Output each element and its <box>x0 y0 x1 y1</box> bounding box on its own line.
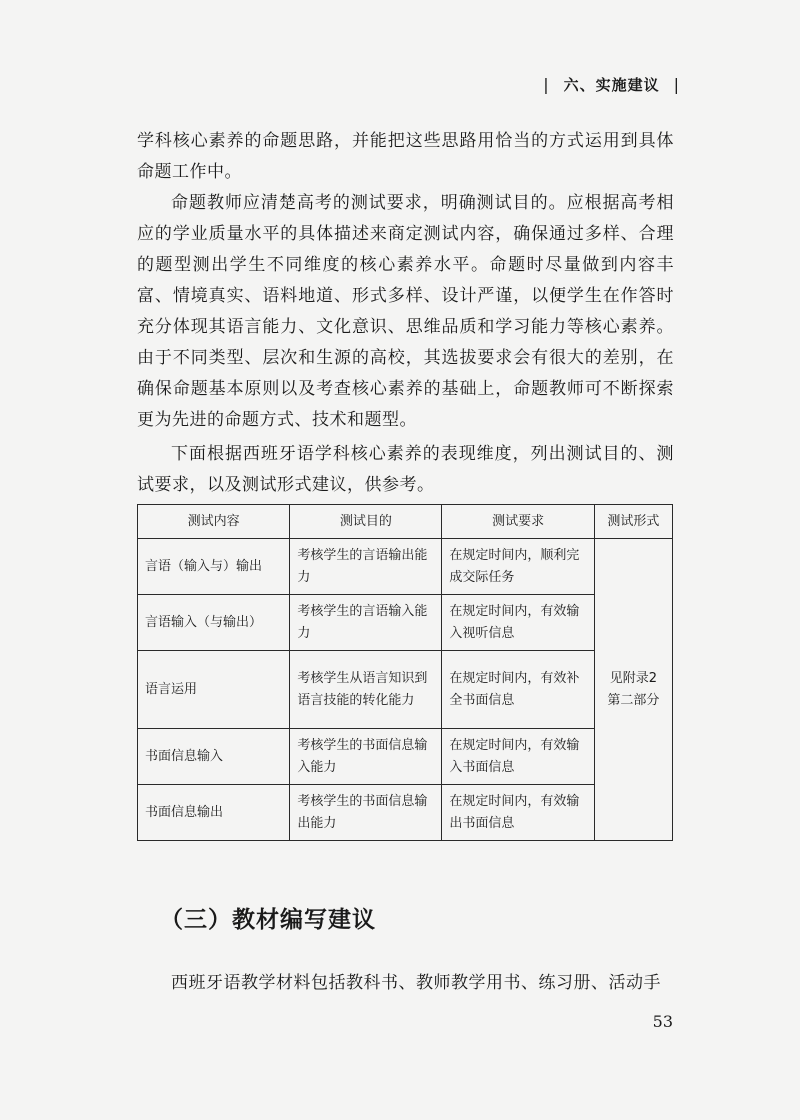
test-form-line: 第二部分 <box>607 692 660 708</box>
running-head-divider: | <box>543 75 550 94</box>
table-row <box>138 595 673 651</box>
section-heading: （三）教材编写建议 <box>160 907 376 933</box>
cell-content: 语言运用 <box>138 651 290 729</box>
cell-purpose: 考核学生的言语输出能力 <box>290 539 442 595</box>
test-requirements-table <box>137 504 673 841</box>
cell-content: 书面信息输入 <box>138 729 290 785</box>
table-row <box>138 651 673 729</box>
cell-requirement: 在规定时间内，有效输入视听信息 <box>442 595 594 651</box>
running-head-title: 六、实施建议 <box>563 76 660 94</box>
running-head-divider: | <box>673 75 680 94</box>
table-row <box>138 729 673 785</box>
table-header-row <box>138 505 673 539</box>
table-row <box>138 539 673 595</box>
column-header: 测试内容 <box>138 505 290 539</box>
cell-content: 书面信息输出 <box>138 785 290 841</box>
column-header: 测试形式 <box>594 505 672 539</box>
cell-requirement: 在规定时间内，有效输入书面信息 <box>442 729 594 785</box>
cell-test-form <box>594 539 672 841</box>
cell-purpose: 考核学生的书面信息输入能力 <box>290 729 442 785</box>
column-header: 测试目的 <box>290 505 442 539</box>
cell-requirement: 在规定时间内，有效输出书面信息 <box>442 785 594 841</box>
cell-requirement: 在规定时间内，顺利完成交际任务 <box>442 539 594 595</box>
page-number: 53 <box>652 1012 673 1031</box>
paragraph: 下面根据西班牙语学科核心素养的表现维度，列出测试目的、测试要求，以及测试形式建议，供参考。 <box>137 444 674 495</box>
cell-purpose: 考核学生的言语输入能力 <box>290 595 442 651</box>
table-row <box>138 785 673 841</box>
paragraph: 西班牙语教学材料包括教科书、教师教学用书、练习册、活动手 <box>171 973 661 993</box>
cell-content: 言语（输入与）输出 <box>138 539 290 595</box>
paragraph: 命题教师应清楚高考的测试要求，明确测试目的。应根据高考相应的学业质量水平的具体描述来商定测试内容，确保通过多样、合理的题型测出学生不同维度的核心素养水平。命题时尽量做到内容丰富、情境真实、语料地道、形式多样、设计严谨，以便学生在作答时充分体现其语言能力、文化意识、思维品质和学习能力等核心素养。由于不同类型、层次和生源的高校，其选拔要求会有很大的差别，在确保命题基本原则以及考查核心素养的基础上，命题教师可不断探索更为先进的命题方式、技术和题型。 <box>137 193 674 430</box>
cell-requirement: 在规定时间内，有效补全书面信息 <box>442 651 594 729</box>
running-head <box>543 74 680 95</box>
paragraph: 学科核心素养的命题思路，并能把这些思路用恰当的方式运用到具体命题工作中。 <box>137 131 674 182</box>
test-form-line: 见附录2 <box>609 670 657 686</box>
column-header: 测试要求 <box>442 505 594 539</box>
cell-purpose: 考核学生从语言知识到语言技能的转化能力 <box>290 651 442 729</box>
cell-content: 言语输入（与输出） <box>138 595 290 651</box>
cell-purpose: 考核学生的书面信息输出能力 <box>290 785 442 841</box>
